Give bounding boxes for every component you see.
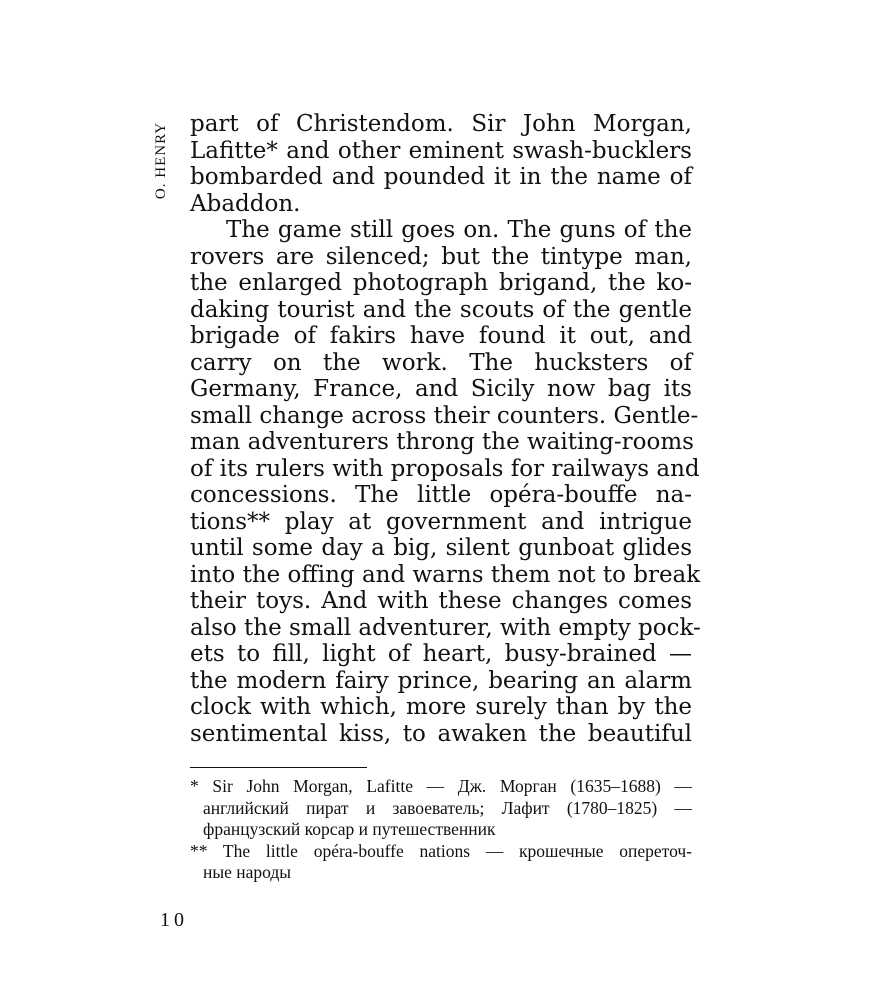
footnote-line: ные народы — [203, 862, 292, 882]
text-line: ets to fill, light of heart, busy-brained — — [190, 641, 692, 667]
text-line: part of Christendom. Sir John Morgan, — [190, 111, 692, 137]
text-line: the enlarged photograph brigand, the ko- — [190, 270, 692, 296]
text-line: their toys. And with these changes comes — [190, 588, 692, 614]
running-head — [152, 113, 172, 208]
text-line: rovers are silenced; but the tintype man, — [190, 243, 692, 270]
text-line: The game still goes on. The guns of the — [226, 217, 692, 243]
text-line: also the small adventurer, with empty pock- — [190, 614, 701, 641]
text-line: daking tourist and the scouts of the gentle — [190, 296, 692, 323]
text-line: the modern fairy prince, bearing an alarm — [190, 667, 692, 694]
footnote-1 — [190, 776, 692, 841]
running-head-text: O. HENRY — [153, 121, 170, 200]
text-line: tions** play at government and intrigue — [190, 508, 692, 535]
text-line: concessions. The little opéra-bouffe na- — [190, 482, 692, 508]
footnote-line: французский корсар и путешественник — [203, 819, 496, 839]
text-line: small change across their counters. Gentle- — [190, 402, 699, 429]
text-line: brigade of fakirs have found it out, and — [190, 323, 692, 349]
page-number: 10 — [160, 909, 188, 931]
text-line: clock with which, more surely than by the — [190, 694, 692, 720]
text-line: sentimental kiss, to awaken the beautiful — [190, 720, 692, 747]
text-line: carry on the work. The hucksters of — [190, 349, 692, 376]
text-line: Abaddon. — [190, 190, 301, 217]
footnotes — [190, 776, 692, 884]
text-line: Germany, France, and Sicily now bag its — [190, 376, 692, 402]
footnote-line: * Sir John Morgan, Lafitte — Дж. Морган (1635–1688) — — [190, 776, 692, 796]
main-text — [190, 111, 701, 747]
text-line: bombarded and pounded it in the name of — [190, 164, 692, 190]
text-line: Lafitte* and other eminent swash-bucklers — [190, 137, 692, 164]
footnote-line: ** The little opéra-bouffe nations — крошечные опереточ- — [190, 840, 692, 861]
text-line: man adventurers throng the waiting-rooms — [190, 429, 694, 455]
footnote-2 — [190, 841, 692, 884]
footnote-line: английский пират и завоеватель; Лафит (1780–1825) — — [203, 797, 692, 818]
text-line: until some day a big, silent gunboat glides — [190, 535, 692, 561]
text-line: into the offing and warns them not to break — [190, 561, 701, 588]
footnote-divider — [190, 767, 367, 768]
text-line: of its rulers with proposals for railways and — [190, 455, 700, 482]
